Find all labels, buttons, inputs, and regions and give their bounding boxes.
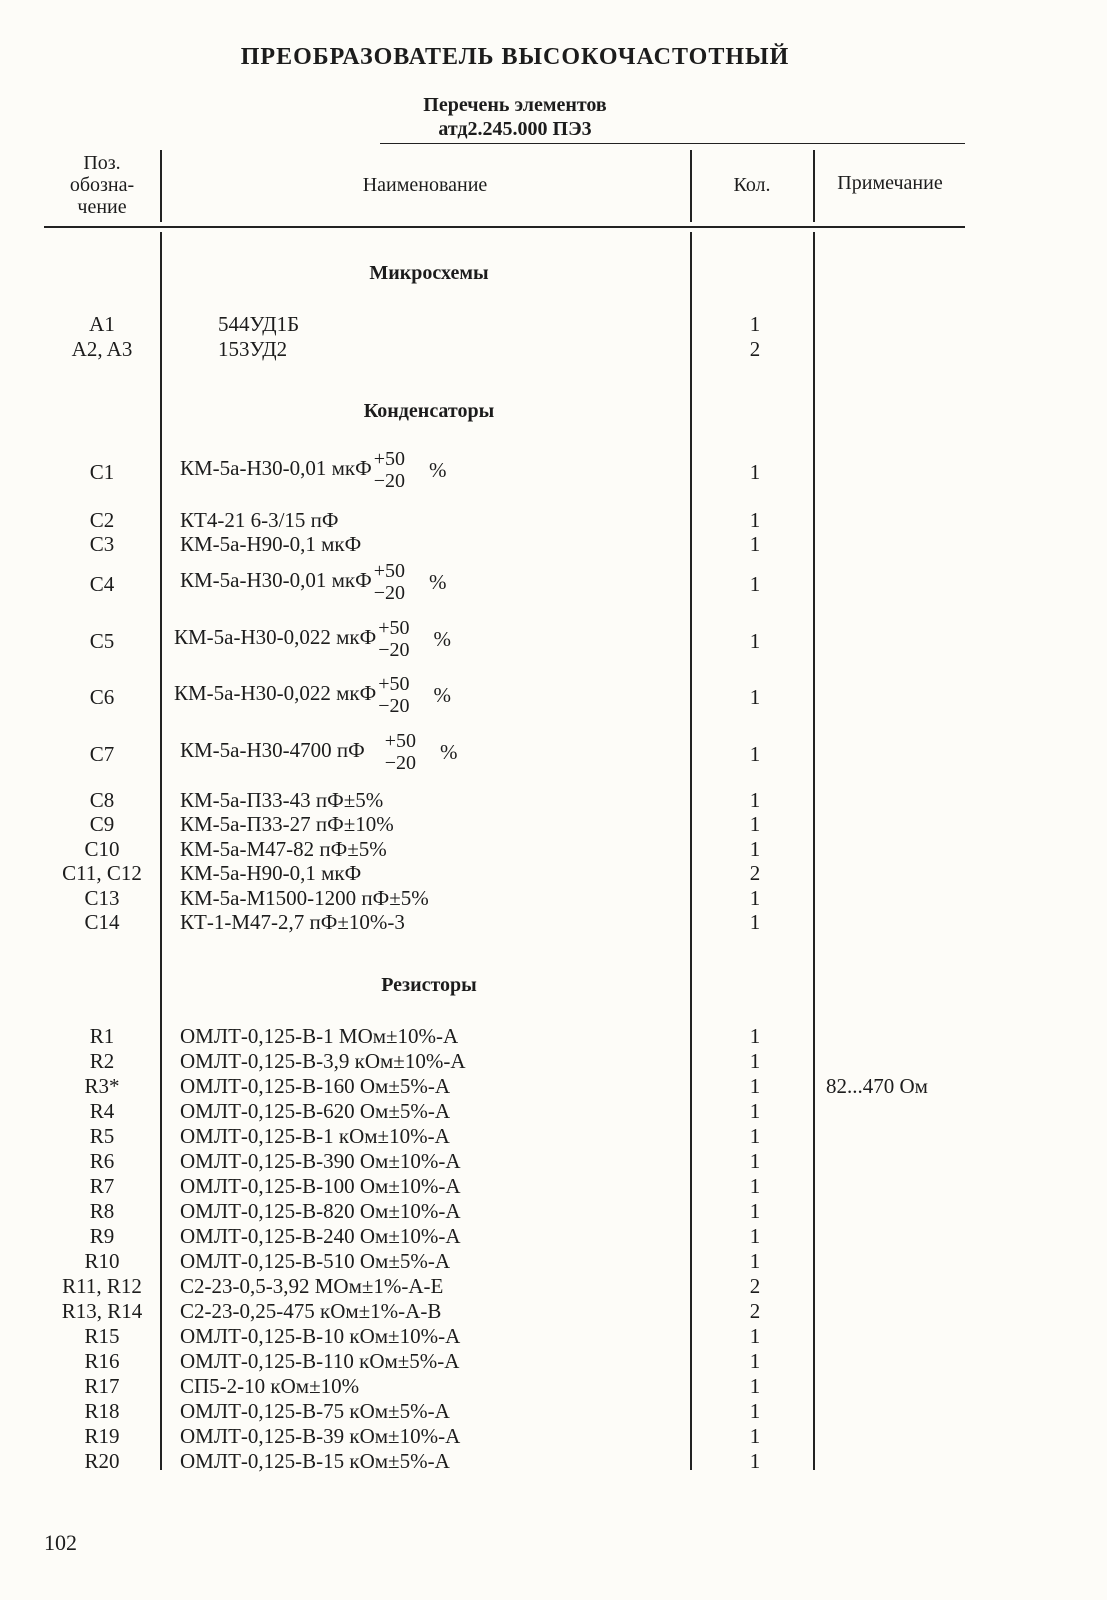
- row-name-text: КМ-5а-Н30-0,01 мкФ: [180, 455, 372, 480]
- row-qty: 1: [749, 629, 761, 653]
- row-qty: 1: [749, 1199, 761, 1223]
- row-name: КМ-5а-Н90-0,1 мкФ: [180, 532, 362, 556]
- page-number: 102: [44, 1530, 77, 1555]
- table-row: [0, 312, 1107, 338]
- header-pos-line3: чение: [77, 196, 127, 218]
- row-name-text: КМ-5а-Н30-0,022 мкФ: [174, 680, 377, 705]
- percent-sign: %: [440, 739, 458, 764]
- table-row: [0, 337, 1107, 363]
- percent-sign: %: [433, 626, 452, 651]
- row-qty: 1: [749, 886, 761, 910]
- row-pos: C10: [84, 837, 120, 861]
- row-pos: R18: [84, 1399, 120, 1423]
- header-note: Примечание: [837, 172, 943, 194]
- row-pos: R8: [89, 1199, 115, 1223]
- row-qty: 1: [749, 1449, 761, 1473]
- header-qty: Кол.: [733, 174, 771, 196]
- row-pos: R1: [89, 1024, 115, 1048]
- page-title: ПРЕОБРАЗОВАТЕЛЬ ВЫСОКОЧАСТОТНЫЙ: [240, 44, 790, 70]
- row-name: ОМЛТ-0,125-В-100 Ом±10%-А: [180, 1174, 461, 1198]
- row-qty: 1: [749, 1349, 761, 1373]
- row-qty: 1: [749, 1124, 761, 1148]
- row-pos: R6: [89, 1149, 115, 1173]
- row-pos: R9: [89, 1224, 115, 1248]
- row-name: КМ-5а-М1500-1200 пФ±5%: [180, 886, 429, 910]
- row-qty: 2: [749, 337, 761, 361]
- row-qty: 1: [749, 312, 761, 336]
- percent-sign: %: [429, 457, 447, 482]
- header-name: Наименование: [362, 174, 488, 196]
- row-qty: 2: [749, 1299, 761, 1323]
- row-qty: 1: [749, 788, 761, 812]
- row-qty: 1: [749, 1149, 761, 1173]
- table-row: [0, 1399, 1107, 1425]
- row-pos: R2: [89, 1049, 115, 1073]
- table-row: [0, 812, 1107, 838]
- row-name: ОМЛТ-0,125-В-39 кОм±10%-А: [180, 1424, 461, 1448]
- row-qty: 1: [749, 812, 761, 836]
- row-qty: 1: [749, 1049, 761, 1073]
- row-pos: R20: [84, 1449, 120, 1473]
- table-row: [0, 910, 1107, 936]
- table-row: [0, 1249, 1107, 1275]
- row-qty: 1: [749, 1249, 761, 1273]
- row-qty: 1: [749, 532, 761, 556]
- table-row: [0, 861, 1107, 887]
- row-name: [180, 560, 447, 604]
- row-note: 82...470 Ом: [826, 1074, 928, 1098]
- table-row: [0, 730, 1107, 780]
- row-name: 153УД2: [218, 337, 288, 361]
- row-name: ОМЛТ-0,125-В-3,9 кОм±10%-А: [180, 1049, 466, 1073]
- tolerance: [378, 673, 409, 717]
- row-qty: 1: [749, 1424, 761, 1448]
- tolerance: [385, 730, 416, 774]
- row-pos: C7: [89, 742, 115, 766]
- table-row: [0, 1099, 1107, 1125]
- row-qty: 1: [749, 837, 761, 861]
- row-pos: R4: [89, 1099, 115, 1123]
- row-pos: C13: [84, 886, 120, 910]
- row-qty: 1: [749, 1324, 761, 1348]
- row-name: [174, 617, 451, 661]
- row-name: ОМЛТ-0,125-В-390 Ом±10%-А: [180, 1149, 461, 1173]
- row-qty: 1: [749, 742, 761, 766]
- table-row: [0, 1024, 1107, 1050]
- row-qty: 1: [749, 1099, 761, 1123]
- row-name: 544УД1Б: [218, 312, 300, 336]
- header-pos: [44, 152, 160, 218]
- row-pos: R5: [89, 1124, 115, 1148]
- row-name: СП5-2-10 кОм±10%: [180, 1374, 360, 1398]
- row-name-text: КМ-5а-Н30-4700 пФ: [180, 737, 365, 762]
- row-name: [180, 448, 447, 492]
- row-name: [174, 673, 451, 717]
- row-name: ОМЛТ-0,125-В-510 Ом±5%-А: [180, 1249, 451, 1273]
- row-pos: C14: [84, 910, 120, 934]
- percent-sign: %: [429, 569, 447, 594]
- row-name: ОМЛТ-0,125-В-820 Ом±10%-А: [180, 1199, 461, 1223]
- row-pos: R7: [89, 1174, 115, 1198]
- row-name: ОМЛТ-0,125-В-10 кОм±10%-А: [180, 1324, 461, 1348]
- row-qty: 1: [749, 1399, 761, 1423]
- row-pos: C9: [89, 812, 115, 836]
- row-pos: C1: [89, 460, 115, 484]
- row-pos: C6: [89, 685, 115, 709]
- table-row: [0, 448, 1107, 498]
- table-row: [0, 1274, 1107, 1300]
- row-name: КМ-5а-П33-27 пФ±10%: [180, 812, 394, 836]
- row-pos: R17: [84, 1374, 120, 1398]
- row-name: [180, 730, 458, 774]
- row-qty: 2: [749, 861, 761, 885]
- row-pos: R11, R12: [62, 1274, 142, 1298]
- row-name: ОМЛТ-0,125-В-620 Ом±5%-А: [180, 1099, 451, 1123]
- row-pos: C4: [89, 572, 115, 596]
- row-pos: C8: [89, 788, 115, 812]
- tolerance-lower: −20: [373, 582, 406, 604]
- row-pos: C5: [89, 629, 115, 653]
- tolerance: [374, 560, 405, 604]
- row-pos: R13, R14: [61, 1299, 143, 1323]
- row-pos: A2, A3: [71, 337, 133, 361]
- table-row: [0, 1149, 1107, 1175]
- table-row: [0, 508, 1107, 534]
- row-qty: 1: [749, 685, 761, 709]
- row-qty: 1: [749, 1224, 761, 1248]
- table-row: [0, 1224, 1107, 1250]
- row-name: ОМЛТ-0,125-В-15 кОм±5%-А: [180, 1449, 450, 1473]
- row-name: КТ4-21 6-3/15 пФ: [180, 508, 339, 532]
- table-row: [0, 1174, 1107, 1200]
- table-row: [0, 837, 1107, 863]
- table-row: [0, 1299, 1107, 1325]
- table-row: [0, 560, 1107, 610]
- row-pos: C3: [89, 532, 115, 556]
- document-code: атд2.245.000 ПЭ3: [438, 118, 592, 140]
- table-row: [0, 1374, 1107, 1400]
- table-row: [0, 1349, 1107, 1375]
- row-pos: R3*: [84, 1074, 120, 1098]
- row-name-text: КМ-5а-Н30-0,01 мкФ: [180, 567, 372, 592]
- row-name: ОМЛТ-0,125-В-1 кОм±10%-А: [180, 1124, 450, 1148]
- table-row: [0, 1324, 1107, 1350]
- table-row: [0, 1124, 1107, 1150]
- row-qty: 1: [749, 1374, 761, 1398]
- row-name: ОМЛТ-0,125-В-1 МОм±10%-А: [180, 1024, 459, 1048]
- list-subtitle: Перечень элементов: [423, 94, 607, 116]
- tolerance-upper: +50: [378, 617, 410, 639]
- table-row: [0, 886, 1107, 912]
- row-qty: 1: [749, 508, 761, 532]
- row-name: КМ-5а-П33-43 пФ±5%: [180, 788, 384, 812]
- row-name: ОМЛТ-0,125-В-240 Ом±10%-А: [180, 1224, 461, 1248]
- row-qty: 1: [749, 572, 761, 596]
- row-pos: C2: [89, 508, 115, 532]
- tolerance-upper: +50: [384, 730, 417, 752]
- tolerance: [374, 448, 405, 492]
- table-row: [0, 788, 1107, 814]
- row-name: КМ-5а-Н90-0,1 мкФ: [180, 861, 362, 885]
- tolerance-lower: −20: [384, 752, 417, 774]
- tolerance-upper: +50: [373, 560, 406, 582]
- section-capacitors: Конденсаторы: [363, 400, 495, 422]
- tolerance-lower: −20: [373, 470, 406, 492]
- row-pos: A1: [89, 312, 115, 336]
- table-row: [0, 1424, 1107, 1450]
- header-bottom-rule: [44, 226, 965, 228]
- row-name: КМ-5а-М47-82 пФ±5%: [180, 837, 387, 861]
- row-qty: 1: [749, 460, 761, 484]
- table-row: [0, 1199, 1107, 1225]
- row-qty: 1: [749, 1024, 761, 1048]
- table-row: [0, 673, 1107, 723]
- row-pos: R10: [84, 1249, 120, 1273]
- row-pos: R19: [84, 1424, 120, 1448]
- row-name: ОМЛТ-0,125-В-110 кОм±5%-А: [180, 1349, 460, 1373]
- tolerance-lower: −20: [378, 639, 410, 661]
- row-pos: R15: [84, 1324, 120, 1348]
- row-qty: 1: [749, 910, 761, 934]
- row-name: ОМЛТ-0,125-В-160 Ом±5%-А: [180, 1074, 451, 1098]
- percent-sign: %: [433, 682, 452, 707]
- row-qty: 2: [749, 1274, 761, 1298]
- row-name: ОМЛТ-0,125-В-75 кОм±5%-А: [180, 1399, 450, 1423]
- section-resistors: Резисторы: [381, 974, 477, 996]
- tolerance-upper: +50: [373, 448, 406, 470]
- section-microcircuits: Микросхемы: [369, 262, 489, 284]
- row-name: С2-23-0,25-475 кОм±1%-А-В: [180, 1299, 442, 1323]
- table-row: [0, 1449, 1107, 1475]
- row-name-text: КМ-5а-Н30-0,022 мкФ: [174, 624, 377, 649]
- tolerance-upper: +50: [378, 673, 410, 695]
- row-name: КТ-1-М47-2,7 пФ±10%-3: [180, 910, 405, 934]
- header-pos-line2: обозна-: [69, 174, 135, 196]
- table-row: [0, 532, 1107, 558]
- row-qty: 1: [749, 1074, 761, 1098]
- row-qty: 1: [749, 1174, 761, 1198]
- row-pos: R16: [84, 1349, 120, 1373]
- header-pos-line1: Поз.: [83, 152, 121, 174]
- row-name: С2-23-0,5-3,92 МОм±1%-А-Е: [180, 1274, 444, 1298]
- tolerance: [378, 617, 409, 661]
- table-row: [0, 1074, 1107, 1100]
- row-pos: C11, C12: [62, 861, 142, 885]
- tolerance-lower: −20: [378, 695, 410, 717]
- table-row: [0, 1049, 1107, 1075]
- table-top-rule: [380, 143, 965, 144]
- table-row: [0, 617, 1107, 667]
